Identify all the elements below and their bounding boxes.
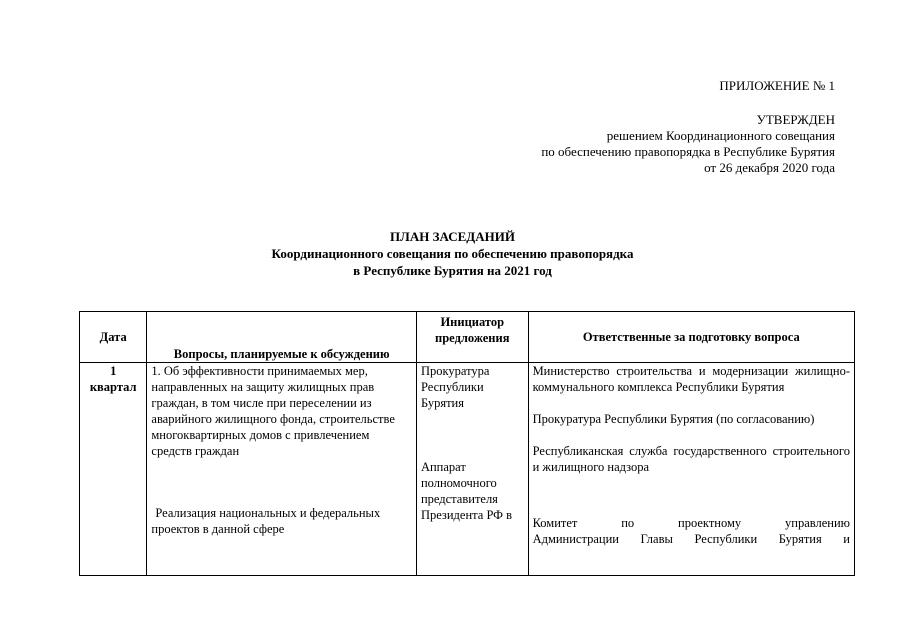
plan-table xyxy=(79,311,855,576)
approved-line-1: решением Координационного совещания xyxy=(606,128,835,143)
responsible-2: Прокуратура Республики Бурятия (по согласованию) xyxy=(532,412,815,426)
header-initiator: Инициатор предложения xyxy=(416,312,528,363)
title-line-2: Координационного совещания по обеспечению правопорядка xyxy=(271,246,634,261)
approval-block xyxy=(541,78,835,176)
approved-label: УТВЕРЖДЕН xyxy=(756,112,835,127)
title-line-1: ПЛАН ЗАСЕДАНИЙ xyxy=(390,229,515,244)
question-1: 1. Об эффективности принимаемых мер, направленных на защиту жилищных прав граждан, в том числе при переселении из аварийного жилищного фонда, строительстве многоквартирных домов с привлечением средств граждан xyxy=(151,364,395,458)
date-cell xyxy=(80,363,147,576)
title-line-3: в Республике Бурятия на 2021 год xyxy=(353,263,552,278)
document-title xyxy=(0,228,905,279)
table-header-row xyxy=(80,312,855,363)
approved-line-2: по обеспечению правопорядка в Республике Бурятия xyxy=(541,144,835,159)
initiator-cell xyxy=(416,363,528,576)
table-row xyxy=(80,363,855,576)
quarter-number: 1 xyxy=(110,364,117,378)
header-responsible: Ответственные за подготовку вопроса xyxy=(528,312,854,363)
questions-cell xyxy=(147,363,417,576)
question-2: Реализация национальных и федеральных проектов в данной сфере xyxy=(151,506,381,536)
approved-line-3: от 26 декабря 2020 года xyxy=(704,160,835,175)
responsible-cell xyxy=(528,363,854,576)
initiator-1: Прокуратура Республики Бурятия xyxy=(420,364,490,410)
header-date: Дата xyxy=(80,312,147,363)
appendix-number: ПРИЛОЖЕНИЕ № 1 xyxy=(719,78,835,93)
initiator-2: Аппарат полномочного представителя Президента РФ в xyxy=(420,460,513,522)
responsible-1: Министерство строительства и модернизации жилищно-коммунального комплекса Республики Бурятия xyxy=(532,364,850,394)
responsible-3: Республиканская служба государственного строительного и жилищного надзора xyxy=(532,444,850,474)
responsible-4-line-1: Комитет по проектному управлению xyxy=(532,516,850,530)
responsible-4-line-2: Администрации Главы Республики Бурятия и xyxy=(532,532,850,546)
header-questions: Вопросы, планируемые к обсуждению xyxy=(147,312,417,363)
quarter-label: квартал xyxy=(89,380,137,394)
